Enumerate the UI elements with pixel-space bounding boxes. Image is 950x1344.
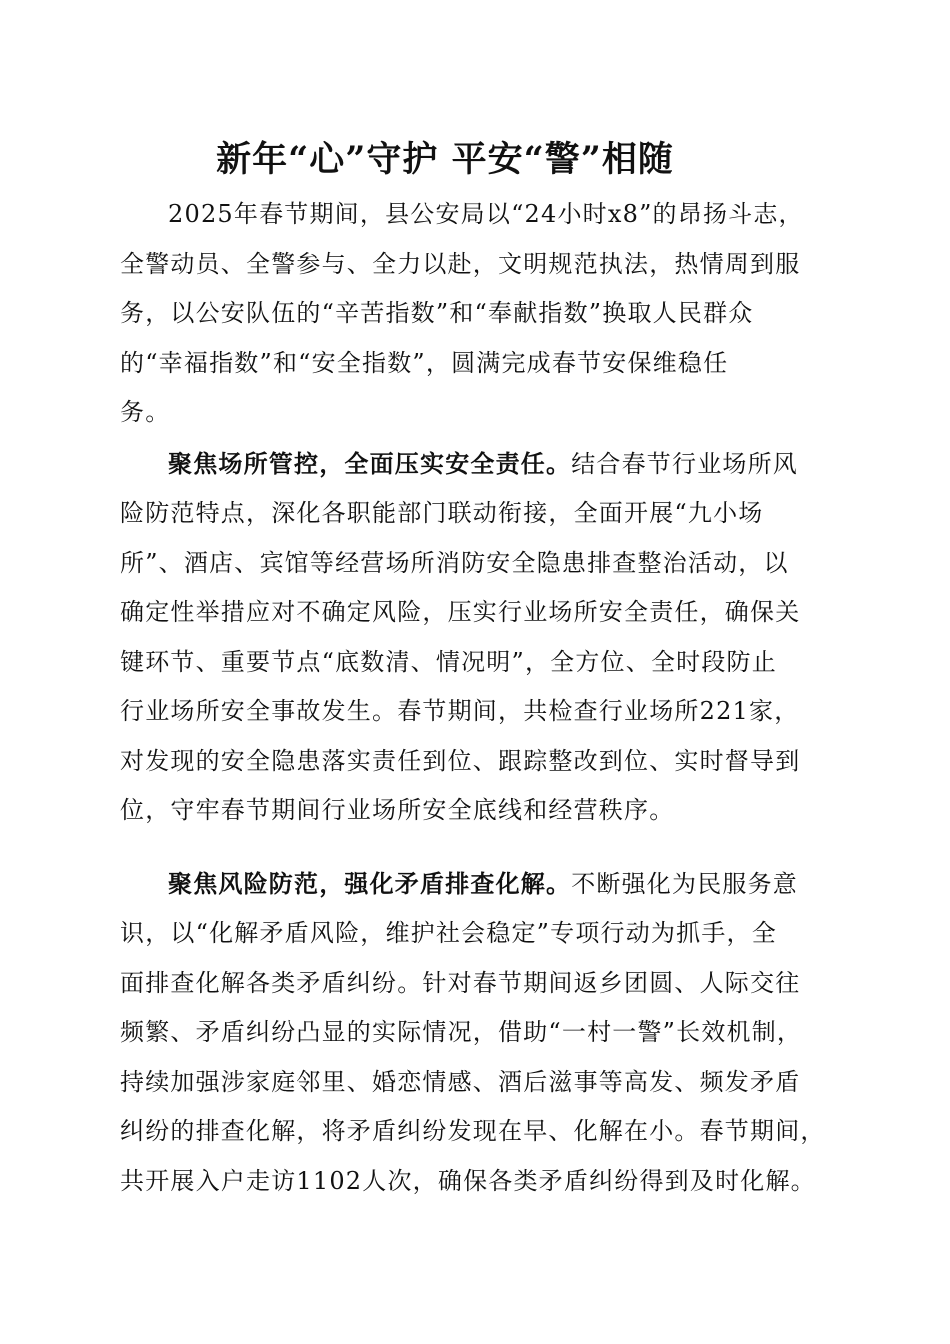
section-1-lead: 聚焦场所管控，全面压实安全责任。 [168, 449, 572, 478]
section-2-line-5: 持续加强涉家庭邻里、婚恋情感、酒后滋事等高发、频发矛盾 [120, 1068, 801, 1096]
section-1-line-1 [168, 449, 798, 479]
section-1-line-5: 键环节、重要节点“底数清、情况明”，全方位、全时段防止 [120, 648, 777, 676]
section-2-first-rest: 不断强化为民服务意 [571, 870, 799, 898]
intro-line-2: 全警动员、全警参与、全力以赴，文明规范执法，热情周到服 [120, 250, 801, 278]
section-1-line-4: 确定性举措应对不确定风险，压实行业场所安全责任，确保关 [120, 598, 801, 626]
section-1-line-2: 险防范特点，深化各职能部门联动衔接，全面开展“九小场 [120, 499, 764, 527]
intro-line-1: 2025年春节期间，县公安局以“24小时x8”的昂扬斗志， [168, 200, 804, 228]
intro-line-5: 务。 [120, 398, 171, 426]
section-2-line-6: 纠纷的排查化解，将矛盾纠纷发现在早、化解在小。春节期间， [120, 1117, 826, 1145]
section-1-line-7: 对发现的安全隐患落实责任到位、跟踪整改到位、实时督导到 [120, 747, 801, 775]
section-1-line-6: 行业场所安全事故发生。春节期间，共检查行业场所221家， [120, 697, 800, 725]
section-2-line-1 [168, 869, 798, 899]
section-1-line-3: 所”、酒店、宾馆等经营场所消防安全隐患排查整治活动，以 [120, 549, 789, 577]
section-2-line-3: 面排查化解各类矛盾纠纷。针对春节期间返乡团圆、人际交往 [120, 969, 801, 997]
section-2-line-4: 频繁、矛盾纠纷凸显的实际情况，借助“一村一警”长效机制， [120, 1018, 803, 1046]
section-2-lead: 聚焦风险防范，强化矛盾排查化解。 [168, 869, 572, 898]
intro-line-3: 务，以公安队伍的“辛苦指数”和“奉献指数”换取人民群众 [120, 299, 754, 327]
section-1-line-8: 位，守牢春节期间行业场所安全底线和经营秩序。 [120, 796, 675, 824]
intro-line-4: 的“幸福指数”和“安全指数”，圆满完成春节安保维稳任 [120, 349, 729, 377]
document-title: 新年“心”守护 平安“警”相随 [216, 139, 674, 180]
section-2-line-7: 共开展入户走访1102人次，确保各类矛盾纠纷得到及时化解。 [120, 1167, 816, 1195]
section-2-line-2: 识，以“化解矛盾风险，维护社会稳定”专项行动为抓手，全 [120, 919, 777, 947]
section-1-first-rest: 结合春节行业场所风 [571, 450, 799, 478]
